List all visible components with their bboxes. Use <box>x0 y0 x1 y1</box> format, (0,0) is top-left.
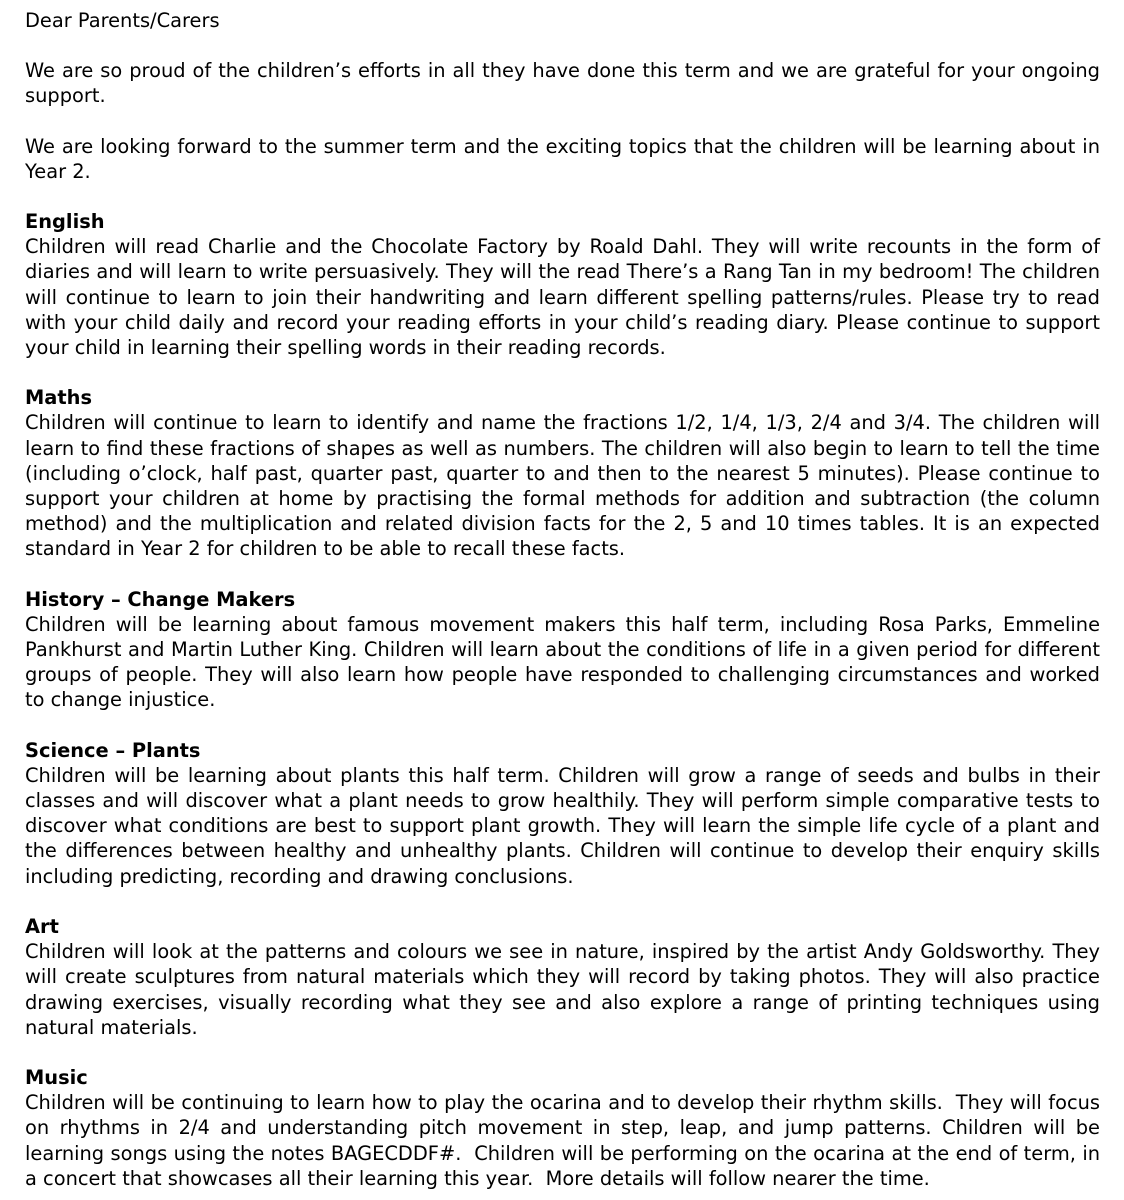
section-heading: English <box>25 210 105 234</box>
section-body: Children will be learning about plants this half term. Children will grow a range of seeds and bulbs in their classes and will discover what a plant needs to grow healthily. They will perform simple comparative tests to discover what conditions are best to support plant growth. They will learn the simple life cycle of a plant and the differences between healthy and unhealthy plants. Children will continue to develop their enquiry skills including predicting, recording and drawing conclusions. <box>25 763 1107 888</box>
section-english <box>25 209 1107 360</box>
intro-paragraph-thanks: We are so proud of the children’s efforts in all they have done this term and we are grateful for your ongoing support. <box>25 59 1100 108</box>
section-science <box>25 738 1107 889</box>
section-maths <box>25 385 1107 561</box>
section-music <box>25 1065 1107 1191</box>
intro-paragraph-summer-term: We are looking forward to the summer term and the exciting topics that the children will be learning about in Year 2. <box>25 134 1100 183</box>
section-body: Children will be continuing to learn how to play the ocarina and to develop their rhythm skills. They will focus on rhythms in 2/4 and understanding pitch movement in step, leap, and jump patterns. Children will be learning songs using the notes BAGECDDF#. Children will be performing on the ocarina at the end of term, in a concert that showcases all their learning this year. More details will follow nearer the time. <box>25 1091 1107 1190</box>
section-heading: Art <box>25 914 59 938</box>
section-body: Children will read Charlie and the Chocolate Factory by Roald Dahl. They will write recounts in the form of diaries and will learn to write persuasively. They will the read There’s a Rang Tan in my bedroom! The children will continue to learn to join their handwriting and learn different spelling patterns/rules. Please try to read with your child daily and record your reading efforts in your child’s reading diary. Please continue to support your child in learning their spelling words in their reading records. <box>25 235 1107 360</box>
section-heading: Maths <box>25 386 92 410</box>
section-body: Children will look at the patterns and colours we see in nature, inspired by the artist Andy Goldsworthy. They will create sculptures from natural materials which they will record by taking photos. They will also practice drawing exercises, visually recording what they see and also explore a range of printing techniques using natural materials. <box>25 940 1107 1039</box>
section-body: Children will continue to learn to identify and name the fractions 1/2, 1/4, 1/3, 2/4 and 3/4. The children will learn to find these fractions of shapes as well as numbers. The children will also begin to learn to tell the time (including o’clock, half past, quarter past, quarter to and then to the nearest 5 minutes). Please continue to support your children at home by practising the formal methods for addition and subtraction (the column method) and the multiplication and related division facts for the 2, 5 and 10 times tables. It is an expected standard in Year 2 for children to be able to recall these facts. <box>25 411 1107 561</box>
letter-greeting: Dear Parents/Carers <box>25 9 220 32</box>
section-heading: Music <box>25 1065 88 1089</box>
section-heading: Science – Plants <box>25 738 201 762</box>
section-heading: History – Change Makers <box>25 587 296 611</box>
section-body: Children will be learning about famous movement makers this half term, including Rosa Parks, Emmeline Pankhurst and Martin Luther King. Children will learn about the conditions of life in a given period for different groups of people. They will also learn how people have responded to challenging circumstances and worked to change injustice. <box>25 612 1107 712</box>
section-art <box>25 914 1107 1040</box>
section-history <box>25 587 1107 713</box>
